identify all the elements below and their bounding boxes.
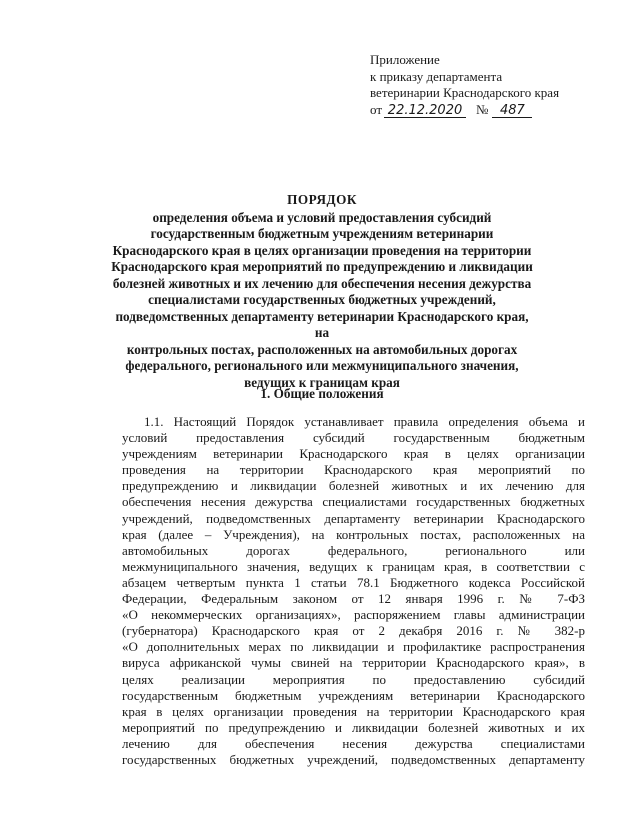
body-line: «О дополнительных мерах по ликвидации и профилактике распространения — [122, 639, 585, 655]
body-line: межмуниципального значения, ведущих к границам края, в соответствии с — [122, 558, 585, 574]
appendix-block — [370, 52, 559, 118]
body-line: 1.1. Настоящий Порядок устанавливает правила определения объема и — [144, 414, 585, 429]
body-line: (губернатора) Краснодарского края от 2 декабря 2016 г. № 382-р — [122, 623, 585, 639]
body-line: края (далее – Учреждения), на контрольных постах, расположенных на — [122, 526, 585, 542]
body-paragraph — [122, 414, 585, 768]
body-line: учреждений, подведомственных департаменту ветеринарии Краснодарского — [122, 510, 585, 526]
body-line: абзацем четвертым пункта 1 статьи 78.1 Бюджетного кодекса Российской — [122, 574, 585, 590]
title-line: подведомственных департаменту ветеринарии Краснодарского края, на — [115, 308, 529, 340]
title-line: Краснодарского края мероприятий по предупреждению и ликвидации — [111, 259, 533, 274]
title-line: болезней животных и их лечению для обеспечения несения дежурства — [112, 275, 532, 291]
body-line: «О некоммерческих организациях», распоряжением главы администрации — [122, 607, 585, 623]
appendix-line-1: Приложение — [370, 52, 440, 67]
document-title — [110, 192, 534, 391]
body-line: автомобильных дорогах федерального, регионального или — [122, 542, 585, 558]
body-line: вируса африканской чумы свиней на территории Краснодарского края», в — [122, 655, 585, 671]
body-line: обеспечения несения дежурства специалистами государственных бюджетных — [122, 494, 585, 510]
body-line: государственным бюджетным учреждениям ветеринарии Краснодарского — [122, 687, 585, 703]
handwritten-date: 22.12.2020 — [384, 104, 466, 118]
body-line: мероприятий по предупреждению и ликвидации болезней животных и их — [122, 719, 585, 735]
appendix-date-line — [370, 102, 559, 119]
body-line: государственных бюджетных учреждений, подведомственных департаменту — [122, 751, 585, 767]
body-line: края в целях организации проведения на территории Краснодарского края — [122, 703, 585, 719]
number-label: № — [476, 101, 489, 117]
title-line: определения объема и условий предоставления субсидий — [152, 209, 492, 225]
title-line: федерального, регионального или межмуниципального значения, — [125, 358, 519, 373]
body-line: предупреждению и ликвидации болезней животных и их лечению для — [122, 478, 585, 494]
appendix-line-2: к приказу департамента — [370, 68, 503, 84]
title-line: контрольных постах, расположенных на автомобильных дорогах — [126, 341, 518, 357]
body-line: лечению для обеспечения несения дежурства специалистами — [122, 735, 585, 751]
appendix-line-3: ветеринарии Краснодарского края — [370, 85, 560, 100]
body-line: проведения на территории Краснодарского края мероприятий по — [122, 462, 585, 478]
body-line: условий предоставления субсидий государственным бюджетным — [122, 430, 585, 446]
title-line: ведущих к границам края — [244, 374, 400, 390]
body-line: Федерации, Федеральным законом от 12 января 1996 г. № 7-ФЗ — [122, 591, 585, 607]
body-line: целях реализации мероприятия по предоставлению субсидий — [122, 671, 585, 687]
title-main: ПОРЯДОК — [287, 192, 357, 207]
title-line: специалистами государственных бюджетных учреждений, — [148, 292, 496, 307]
handwritten-number: 487 — [492, 104, 532, 118]
title-line: государственным бюджетным учреждениям ветеринарии — [150, 226, 494, 241]
title-line: Краснодарского края в целях организации проведения на территории — [112, 242, 532, 258]
section-heading: 1. Общие положения — [260, 386, 384, 401]
from-label: от — [370, 101, 383, 117]
body-line: учреждениям ветеринарии Краснодарского края в целях организации — [122, 446, 585, 462]
